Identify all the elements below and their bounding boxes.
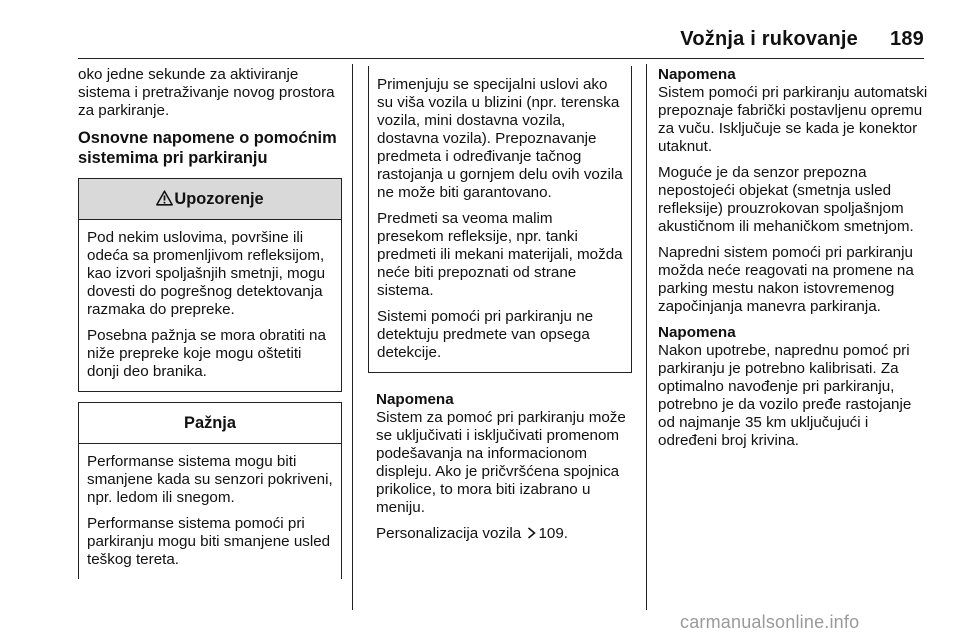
watermark: carmanualsonline.info (680, 612, 860, 632)
cross-reference-text: Personalizacija vozila (376, 525, 522, 542)
section-heading: Osnovne napomene o pomoćnim sistemima pri parkiranju (78, 129, 337, 167)
cross-reference[interactable] (376, 525, 632, 543)
warning-box-body (79, 220, 341, 391)
caution-continuation-body (369, 66, 631, 372)
page-reference-arrow-icon (527, 527, 536, 539)
caution-paragraph: Performanse sistema pomoći pri parkiranju mogu biti smanjene usled teškog tereta. (87, 515, 331, 568)
note-text: Nakon upotrebe, naprednu pomoć pri parkiranju je potrebno kalibrisati. Za optimalno navođenje pri parkiranju, potrebno je da vozilo pređe rastojanje od najmanje 35 km uključujući i određeni broj krivina. (658, 342, 912, 449)
warning-box-title: Upozorenje (174, 190, 264, 208)
column-3 (658, 66, 928, 458)
caution-box-body (79, 444, 341, 579)
note-text: Sistem za pomoć pri parkiranju može se uključivati i isključivati promenom podešavanja na informacionom displeju. Ako je pričvršćena spojnica prikolice, to mora biti izabrano u meniju. (376, 409, 626, 516)
note-block (368, 391, 632, 543)
note-label: Napomena (376, 391, 454, 408)
caution-box-continuation (368, 66, 632, 373)
warning-paragraph: Pod nekim uslovima, površine ili odeća sa promenljivom refleksijom, kao izvori spoljašnjih smetnji, mogu dovesti do pogrešnog detektovanja razmaka do prepreke. (87, 229, 326, 318)
note-text: Sistem pomoći pri parkiranju automatski prepoznaje fabrički postavljenu opremu za vuču. Isključuje se kada je konektor utaknut. (658, 84, 928, 155)
chapter-title: Vožnja i rukovanje (680, 28, 859, 50)
column-1 (78, 66, 342, 589)
note (658, 66, 928, 156)
column-divider-right (646, 64, 647, 610)
body-paragraph: Napredni sistem pomoći pri parkiranju možda neće reagovati na promene na parking mestu nakon istovremenog započinjanja manevra parkiranja. (658, 244, 914, 315)
header-rule (78, 58, 924, 59)
warning-triangle-icon (156, 190, 173, 206)
warning-paragraph: Posebna pažnja se mora obratiti na niže prepreke koje mogu oštetiti donji deo branika. (87, 327, 326, 380)
caution-continuation-paragraph: Primenjuju se specijalni uslovi ako su viša vozila u blizini (npr. terenska vozila, mini dostavna vozila, dostavna vozila). Prepoznavanje predmeta i određivanje tačnog rastojanja u gornjem delu ovih vozila ne može biti garantovano. (377, 76, 623, 201)
page-number: 189 (890, 28, 924, 50)
note (658, 324, 928, 450)
caution-box-header: Pažnja (79, 403, 341, 444)
note-label: Napomena (658, 324, 736, 341)
cross-reference-page: 109. (538, 525, 568, 542)
caution-paragraph: Performanse sistema mogu biti smanjene kada su senzori pokriveni, npr. ledom ili snegom. (87, 453, 333, 506)
caution-continuation-paragraph: Predmeti sa veoma malim presekom refleksije, npr. tanki predmeti ili mekani materijali, možda neće biti prepoznati od strane sistema. (377, 210, 623, 299)
caution-continuation-paragraph: Sistemi pomoći pri parkiranju ne detektuju predmete van opsega detekcije. (377, 308, 594, 361)
warning-box (78, 178, 342, 392)
page-header (364, 28, 924, 51)
column-divider-left (352, 64, 353, 610)
column-2 (368, 66, 632, 551)
caution-box (78, 402, 342, 579)
note (376, 391, 632, 517)
note-label: Napomena (658, 66, 736, 83)
intro-paragraph: oko jedne sekunde za aktiviranje sistema i pretraživanje novog prostora za parkiranje. (78, 66, 335, 119)
warning-box-header (79, 179, 341, 220)
body-paragraph: Moguće je da senzor prepozna nepostojeći objekat (smetnja usled refleksije) prouzrokovan spoljašnjom akustičnom ili mehaničkom smetnjom. (658, 164, 914, 235)
